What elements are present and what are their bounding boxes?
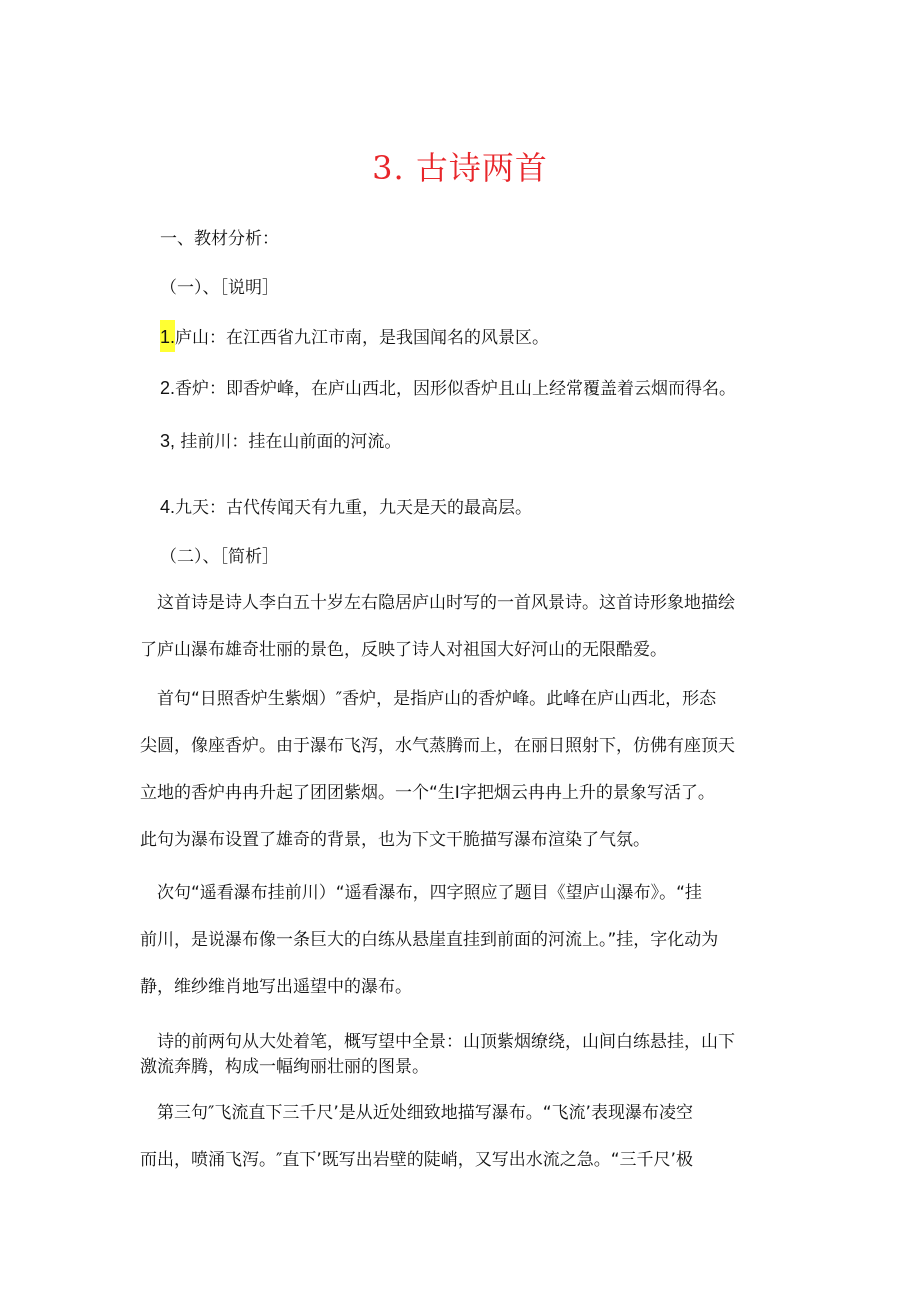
paragraph <box>140 1030 790 1080</box>
paragraph <box>140 1090 790 1184</box>
item-number: 1. <box>160 320 175 352</box>
page-title: 3. 古诗两首 <box>372 149 548 187</box>
section-heading: 一、教材分析： <box>160 229 279 249</box>
item-text: 庐山：在江西省九江市南，是我国闻名的风景区。 <box>175 328 550 348</box>
paragraph <box>140 580 790 674</box>
paragraph-line: 次句“遥看瀑布挂前川）“遥看瀑布，四字照应了题目《望庐山瀑布》。“挂 <box>140 883 702 903</box>
paragraph-line: 激流奔腾，构成一幅绚丽壮丽的图景。 <box>140 1057 429 1077</box>
paragraph <box>140 870 790 1011</box>
paragraph-line: 第三句″飞流直下三千尺’是从近处细致地描写瀑布。“飞流’表现瀑布凌空 <box>140 1103 693 1123</box>
paragraph-line: 了庐山瀑布雄奇壮丽的景色，反映了诗人对祖国大好河山的无限酷爱。 <box>140 640 667 660</box>
paragraph-line: 诗的前两句从大处着笔，概写望中全景：山顶紫烟缭绕，山间白练悬挂，山下 <box>140 1032 735 1052</box>
paragraph-line: 立地的香炉冉冉升起了团团紫烟。一个“生I字把烟云冉冉上升的景象写活了。 <box>140 783 715 803</box>
paragraph <box>140 676 790 864</box>
item-text: 香炉：即香炉峰，在庐山西北，因形似香炉且山上经常覆盖着云烟而得名。 <box>175 379 737 399</box>
paragraph-line: 首句“日照香炉生紫烟）″香炉，是指庐山的香炉峰。此峰在庐山西北，形态 <box>140 689 717 709</box>
item-number: 2. <box>160 378 176 398</box>
paragraph-line: 此句为瀑布设置了雄奇的背景，也为下文干脆描写瀑布渲染了气氛。 <box>140 830 650 850</box>
paragraph-line: 而出，喷涌飞泻。″直下’既写出岩壁的陡峭，又写出水流之急。“三千尺’极 <box>140 1150 693 1170</box>
item-number: 4. <box>160 497 176 517</box>
paragraph-line: 尖圆，像座香炉。由于瀑布飞泻，水气蒸腾而上，在丽日照射下，仿佛有座顶天 <box>140 736 735 756</box>
item-text: 九天：古代传闻天有九重，九天是天的最高层。 <box>175 498 533 518</box>
list-item <box>160 496 532 519</box>
list-item <box>160 377 736 400</box>
item-number: 3, <box>160 431 176 451</box>
subsection-heading-analysis: （二）、［简析］ <box>160 547 279 567</box>
list-item <box>160 430 401 453</box>
list-item <box>160 327 549 352</box>
paragraph-line: 这首诗是诗人李白五十岁左右隐居庐山时写的一首风景诗。这首诗形象地描绘 <box>140 593 735 613</box>
subsection-heading-explanation: （一）、［说明］ <box>160 278 279 298</box>
item-text: 挂前川：挂在山前面的河流。 <box>175 432 402 452</box>
paragraph-line: 前川，是说瀑布像一条巨大的白练从悬崖直挂到前面的河流上。”挂，字化动为 <box>140 930 719 950</box>
paragraph-line: 静，维纱维肖地写出遥望中的瀑布。 <box>140 977 412 997</box>
